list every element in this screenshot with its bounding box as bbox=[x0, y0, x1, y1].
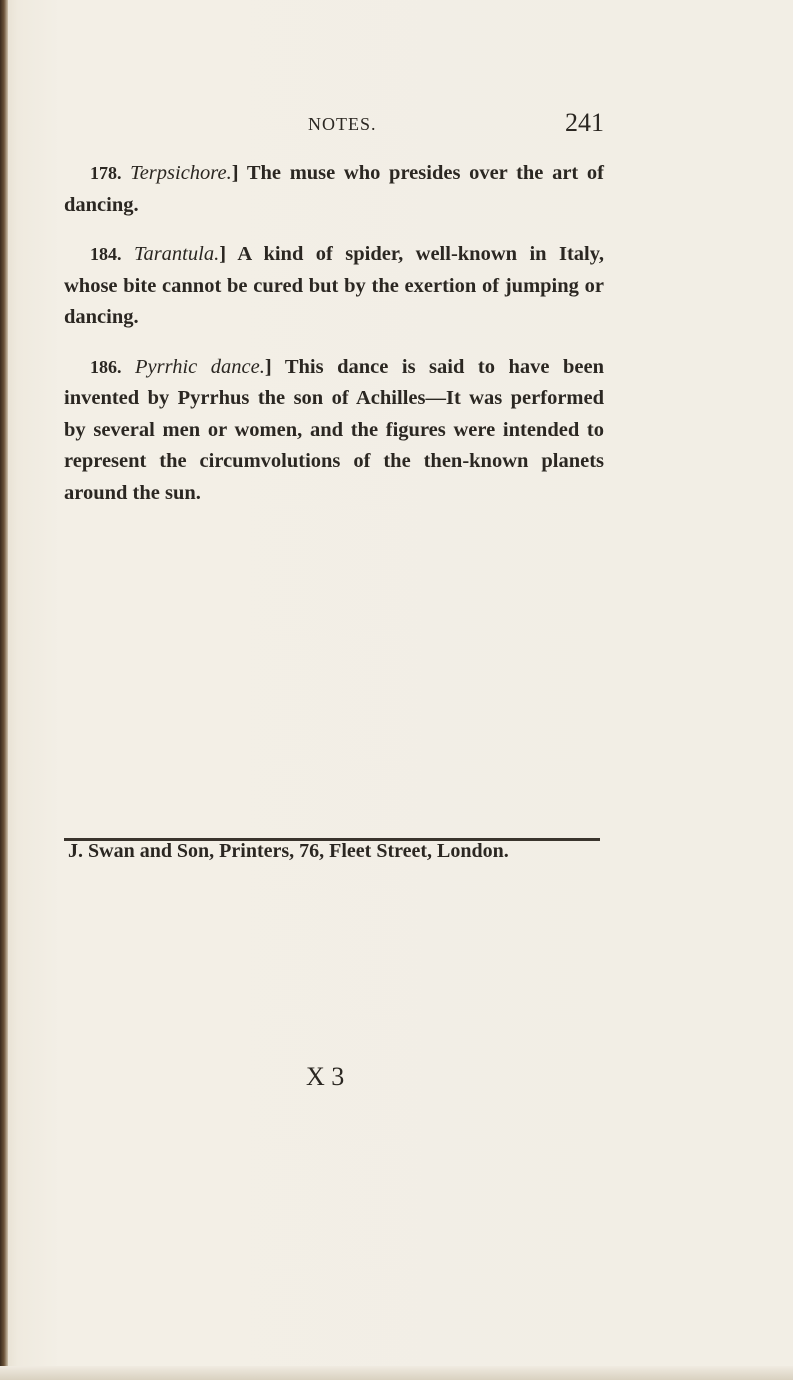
book-spine bbox=[0, 0, 8, 1380]
page-bottom-edge bbox=[0, 1366, 793, 1380]
running-title: NOTES. bbox=[308, 114, 377, 134]
note-item: 178. Terpsichore.] The muse who presides over the art of dancing. bbox=[64, 162, 604, 216]
note-term: Pyrrhic dance. bbox=[135, 355, 265, 378]
note-number: 186. bbox=[90, 356, 122, 377]
note-item: 186. Pyrrhic dance.] This dance is said to have been invented by Pyrrhus the son of Achilles—It was performed by several men or women, and the figures were intended to represent the circumvolutions of the then-known planets around the sun. bbox=[64, 355, 604, 504]
note-text: This dance is said to have been invented by Pyrrhus the son of Achilles—It was performed by several men or women, and the figures were intended to represent the circumvolutions of the then-known planets around the sun. bbox=[64, 355, 604, 504]
note-text: A kind of spider, well-known in Italy, whose bite cannot be cured but by the exertion of jumping or dancing. bbox=[64, 243, 604, 328]
running-head bbox=[64, 108, 604, 142]
page-number: 241 bbox=[565, 108, 604, 137]
printer-imprint: J. Swan and Son, Printers, 76, Fleet Street, London. bbox=[68, 840, 509, 862]
note-term: Terpsichore. bbox=[130, 162, 232, 184]
note-number: 184. bbox=[90, 244, 122, 264]
note-text: The muse who presides over the art of dancing. bbox=[64, 162, 604, 216]
signature-mark: X 3 bbox=[306, 1062, 345, 1091]
notes-section bbox=[64, 158, 604, 527]
note-term: Tarantula. bbox=[133, 243, 220, 265]
note-item: 184. Tarantula.] A kind of spider, well-known in Italy, whose bite cannot be cured but by the exertion of jumping or dancing. bbox=[64, 243, 604, 328]
note-number: 178. bbox=[90, 163, 122, 183]
